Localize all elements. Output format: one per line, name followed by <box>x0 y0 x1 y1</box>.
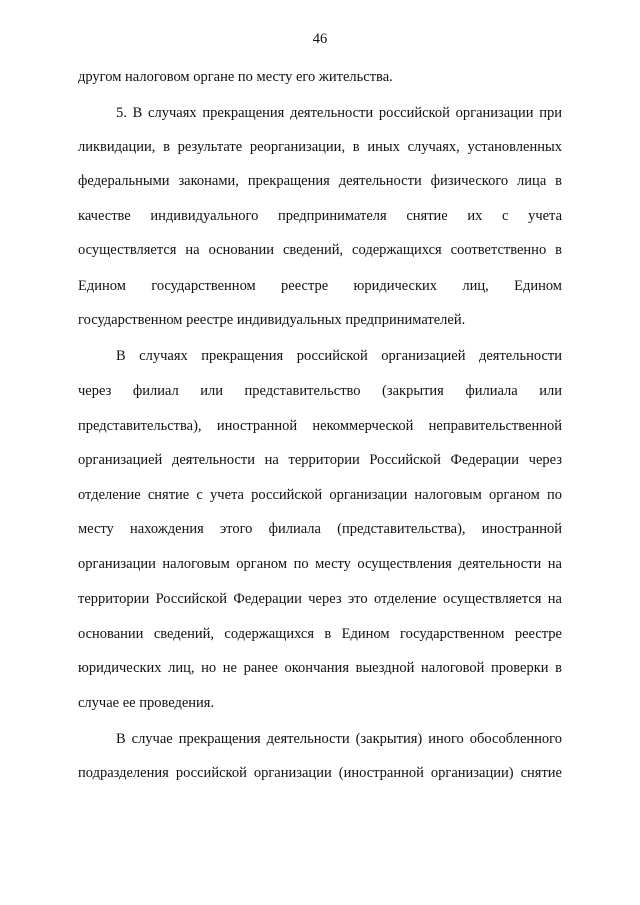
body-text-line: ликвидации, в результате реорганизации, в иных случаях, установленных <box>78 139 562 155</box>
body-text-line: В случаях прекращения российской организацией деятельности <box>116 348 562 364</box>
body-text-line: организацией деятельности на территории Российской Федерации через <box>78 452 562 468</box>
body-text-line: юридических лиц, но не ранее окончания выездной налоговой проверки в <box>78 660 562 676</box>
body-text-line: случае ее проведения. <box>78 695 215 711</box>
body-text-line: организации налоговым органом по месту осуществления деятельности на <box>78 556 562 572</box>
body-text-line: государственном реестре индивидуальных предпринимателей. <box>78 312 466 328</box>
body-text-line: месту нахождения этого филиала (представительства), иностранной <box>78 521 562 537</box>
body-text-line: Едином государственном реестре юридических лиц, Едином <box>78 278 562 294</box>
body-text-line: территории Российской Федерации через это отделение осуществляется на <box>78 591 562 607</box>
body-text-line: другом налоговом органе по месту его жительства. <box>78 69 393 85</box>
body-text-line: качестве индивидуального предпринимателя снятие их с учета <box>78 208 562 224</box>
body-text-line: подразделения российской организации (иностранной организации) снятие <box>78 765 562 781</box>
body-text-line: В случае прекращения деятельности (закрытия) иного обособленного <box>116 731 562 747</box>
body-text-line: основании сведений, содержащихся в Едином государственном реестре <box>78 626 562 642</box>
body-text-line: представительства), иностранной некоммерческой неправительственной <box>78 418 562 434</box>
body-text-line: через филиал или представительство (закрытия филиала или <box>78 383 562 399</box>
body-text-line: отделение снятие с учета российской организации налоговым органом по <box>78 487 562 503</box>
page-number: 46 <box>312 31 328 47</box>
body-text-line: осуществляется на основании сведений, содержащихся соответственно в <box>78 242 562 258</box>
body-text-line: федеральными законами, прекращения деятельности физического лица в <box>78 173 562 189</box>
body-text-line: 5. В случаях прекращения деятельности российской организации при <box>116 105 562 121</box>
